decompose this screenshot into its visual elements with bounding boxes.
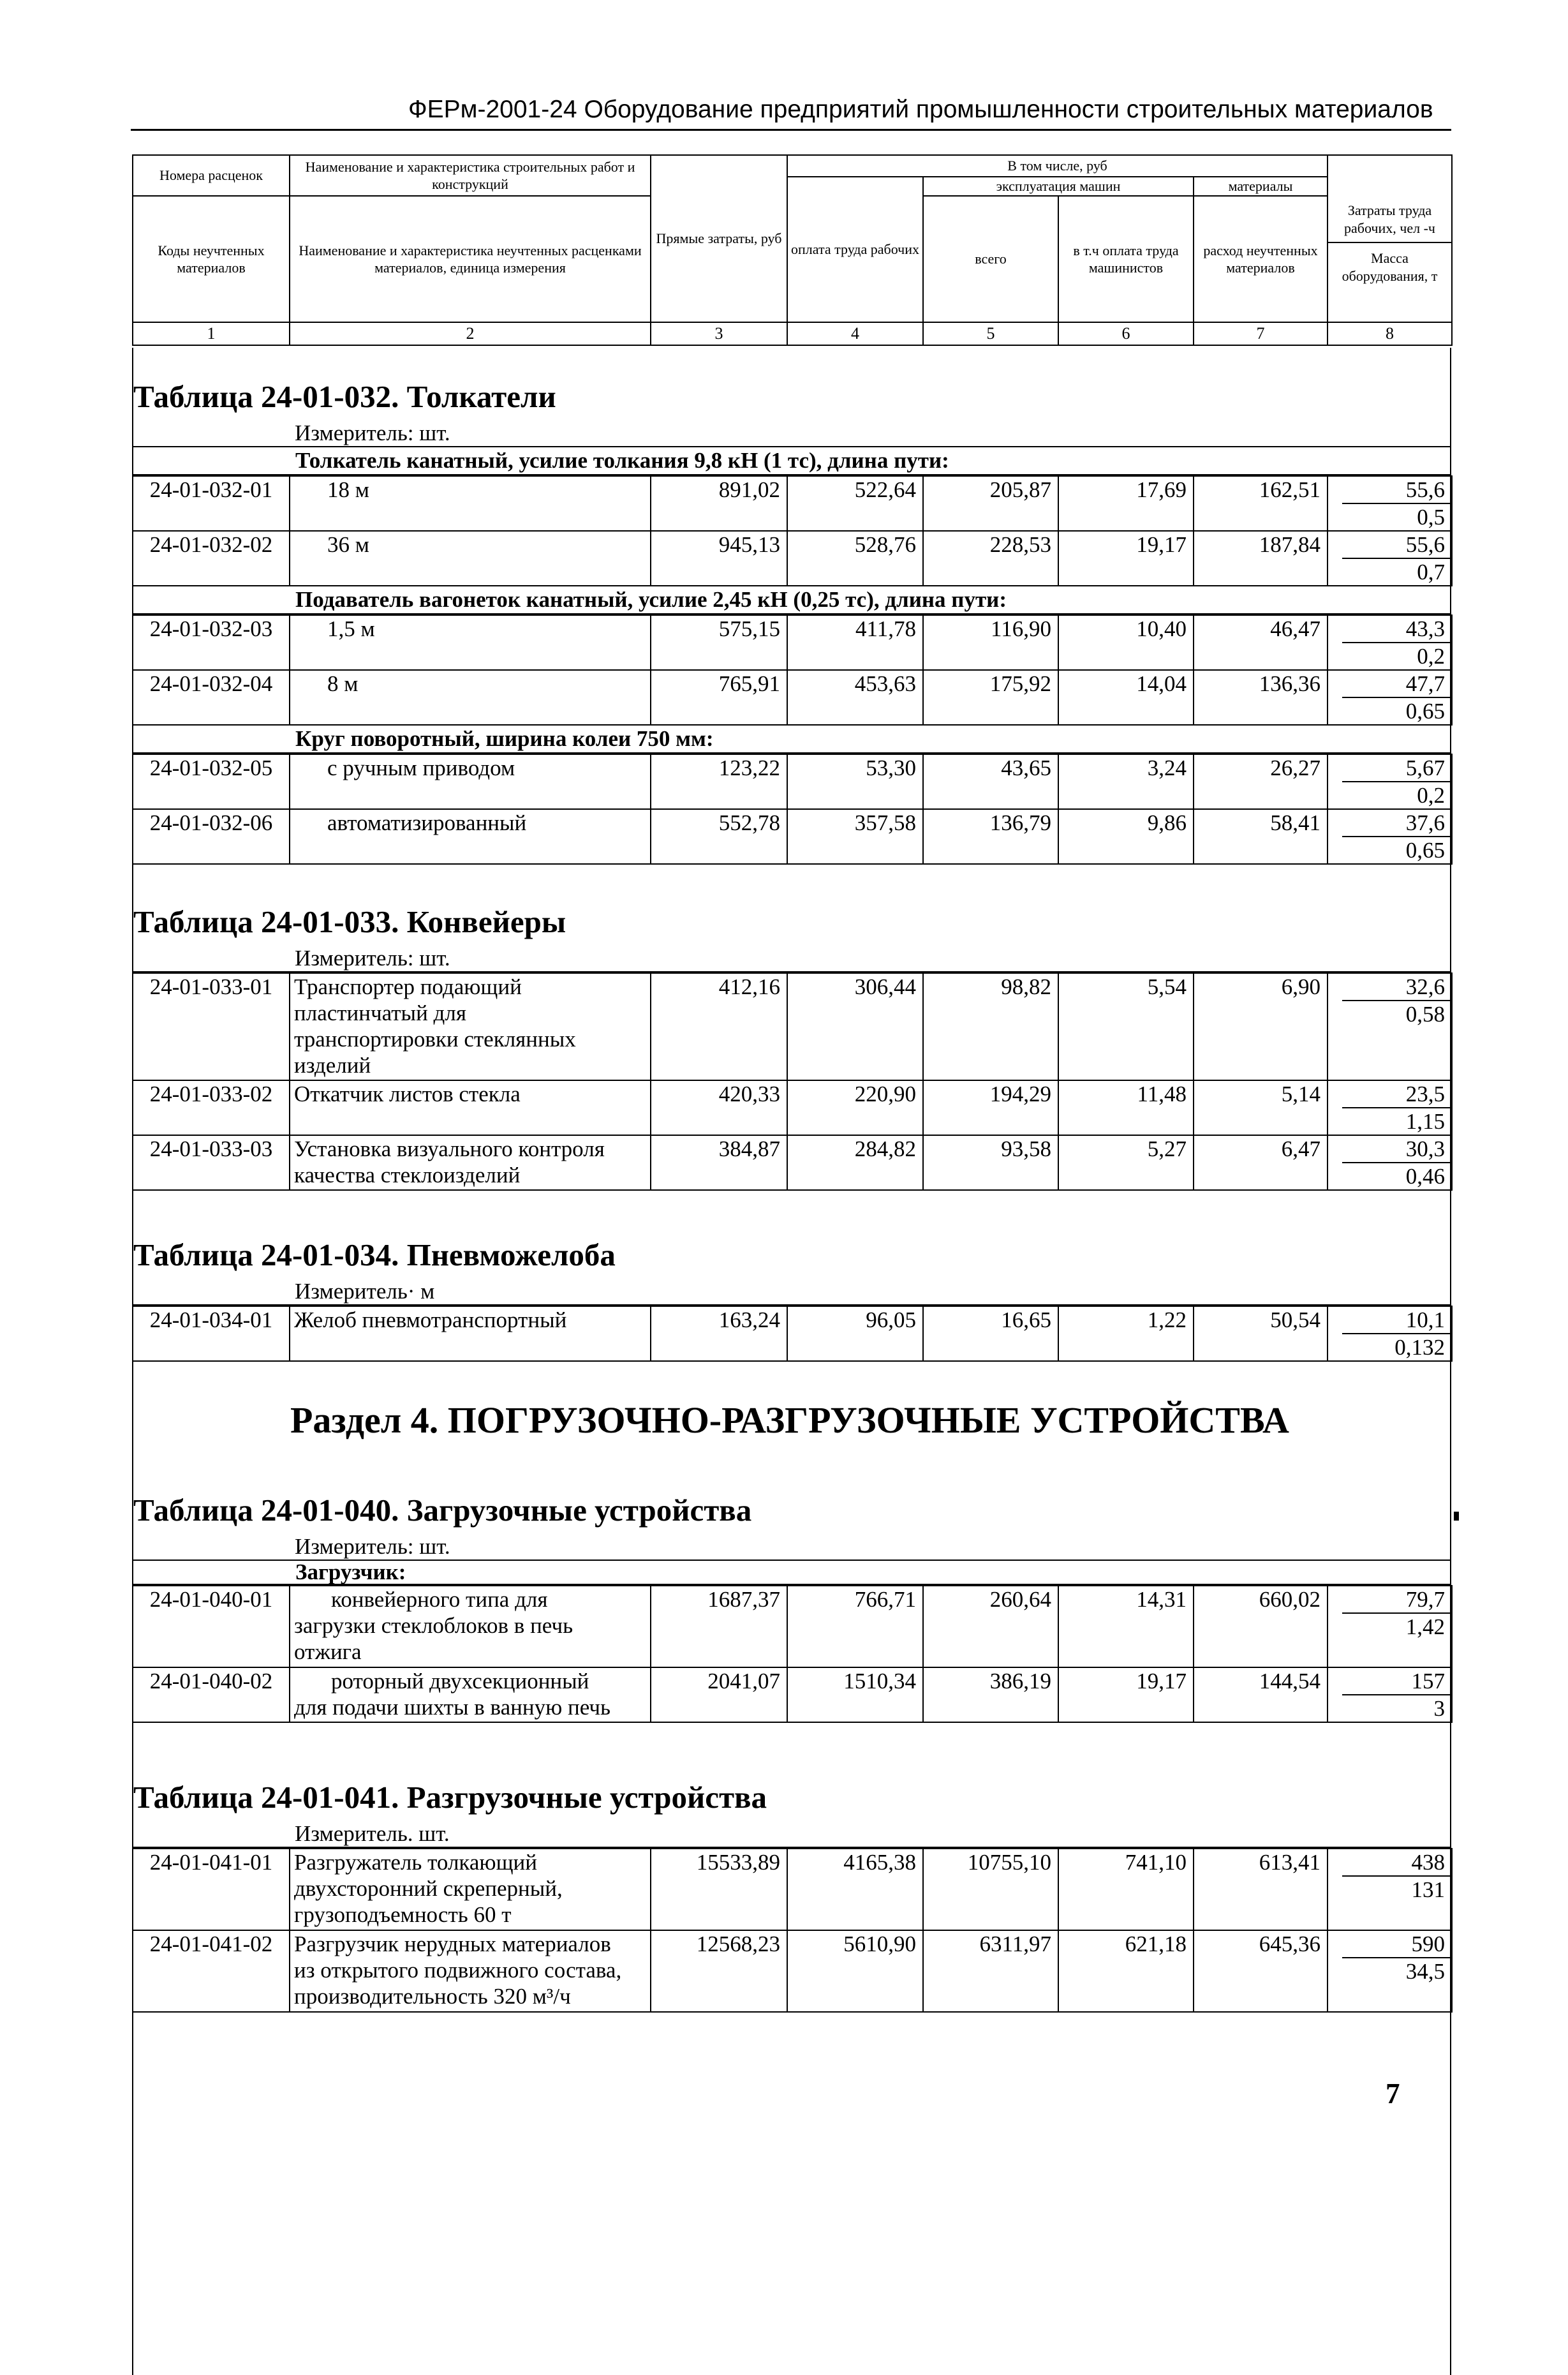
table-row: [133, 531, 1452, 586]
labor-hours: 47,7: [1342, 671, 1451, 698]
labor-mass-cell: [1328, 1586, 1452, 1667]
measure-unit: Измеритель: шт.: [132, 1534, 1451, 1561]
direct-costs: 123,22: [651, 754, 787, 809]
rate-name: [290, 1849, 651, 1930]
table-title: Таблица 24-01-033. Конвейеры: [133, 904, 566, 939]
equipment-mass: 1,15: [1405, 1109, 1445, 1134]
rate-name: 18 м: [290, 476, 651, 531]
worker-pay: 411,78: [787, 615, 923, 670]
labor-hours: 438: [1342, 1849, 1451, 1877]
labor-mass-cell: [1328, 1667, 1452, 1722]
worker-pay: 528,76: [787, 531, 923, 586]
rate-code: 24-01-034-01: [133, 1306, 290, 1361]
machines-total: 98,82: [923, 973, 1058, 1080]
group-heading: Загрузчик:: [132, 1561, 1451, 1585]
equipment-mass: 0,2: [1417, 783, 1445, 808]
equipment-mass: 34,5: [1405, 1959, 1445, 1984]
material-usage: 645,36: [1194, 1930, 1328, 2012]
rate-name-line: производительность 320 м³/ч: [294, 1984, 571, 2009]
measure-unit: Измеритель· м: [132, 1279, 1451, 1306]
worker-pay: 5610,90: [787, 1930, 923, 2012]
direct-costs: 552,78: [651, 809, 787, 864]
rate-name-line: Транспортер подающий: [294, 974, 522, 999]
colhead-materials: материалы: [1194, 177, 1328, 196]
rate-name: 1,5 м: [290, 615, 651, 670]
colnum-3: 3: [651, 322, 787, 345]
worker-pay: 1510,34: [787, 1667, 923, 1722]
rate-name-line: Откатчик листов стекла: [294, 1082, 521, 1106]
equipment-mass: 0,65: [1405, 699, 1445, 724]
labor-mass-cell: [1328, 476, 1452, 531]
column-header-table: [132, 154, 1453, 346]
rate-code: 24-01-040-02: [133, 1667, 290, 1722]
equipment-mass: 0,46: [1405, 1164, 1445, 1189]
rate-code: 24-01-032-03: [133, 615, 290, 670]
table-24-01-041: [132, 1774, 1451, 2013]
direct-costs: 575,15: [651, 615, 787, 670]
rate-name: 36 м: [290, 531, 651, 586]
table-title: Таблица 24-01-041. Разгрузочные устройства: [133, 1780, 767, 1815]
colnum-1: 1: [133, 322, 290, 345]
operator-pay: 741,10: [1058, 1849, 1194, 1930]
table-row: [133, 1667, 1452, 1722]
machines-total: 93,58: [923, 1135, 1058, 1190]
table-row: [133, 1080, 1452, 1135]
page-header: ФЕРм-2001-24 Оборудование предприятий промышленности строительных материалов: [408, 96, 1433, 123]
equipment-mass: 0,58: [1405, 1002, 1445, 1027]
direct-costs: 384,87: [651, 1135, 787, 1190]
page-number: 7: [1386, 2078, 1400, 2110]
labor-hours: 37,6: [1342, 810, 1451, 837]
material-usage: 6,90: [1194, 973, 1328, 1080]
operator-pay: 11,48: [1058, 1080, 1194, 1135]
machines-total: 136,79: [923, 809, 1058, 864]
operator-pay: 5,27: [1058, 1135, 1194, 1190]
group-heading: Толкатель канатный, усилие толкания 9,8 кН (1 тс), длина пути:: [132, 446, 1451, 475]
operator-pay: 14,04: [1058, 670, 1194, 725]
table-24-01-040: [132, 1487, 1451, 1723]
operator-pay: 621,18: [1058, 1930, 1194, 2012]
colhead-material-codes: Коды неучтенных материалов: [133, 196, 290, 322]
rate-name-line: роторный двухсекционный: [331, 1669, 589, 1694]
labor-hours: 157: [1342, 1668, 1451, 1695]
labor-mass-cell: [1328, 1135, 1452, 1190]
rate-name-line: грузоподъемность 60 т: [294, 1902, 512, 1927]
rate-name-line: качества стеклоизделий: [294, 1163, 521, 1188]
header-rule: [131, 129, 1451, 131]
rate-name: [290, 1135, 651, 1190]
worker-pay: 453,63: [787, 670, 923, 725]
table-row: [133, 809, 1452, 864]
rate-name-line: конвейерного типа для: [331, 1587, 548, 1612]
direct-costs: 420,33: [651, 1080, 787, 1135]
rate-name-line: Желоб пневмотранспортный: [294, 1307, 567, 1332]
rate-name: [290, 1080, 651, 1135]
machines-total: 175,92: [923, 670, 1058, 725]
machines-total: 16,65: [923, 1306, 1058, 1361]
table-row: [133, 476, 1452, 531]
material-usage: 58,41: [1194, 809, 1328, 864]
operator-pay: 17,69: [1058, 476, 1194, 531]
measure-unit: Измеритель. шт.: [132, 1821, 1451, 1848]
labor-mass-cell: [1328, 973, 1452, 1080]
operator-pay: 3,24: [1058, 754, 1194, 809]
colhead-rate-numbers: Номера расценок: [133, 155, 290, 196]
table-row: [133, 1930, 1452, 2012]
labor-hours: 32,6: [1342, 974, 1451, 1001]
rate-name: автоматизированный: [290, 809, 651, 864]
material-usage: 144,54: [1194, 1667, 1328, 1722]
rate-code: 24-01-033-01: [133, 973, 290, 1080]
rate-name: [290, 1306, 651, 1361]
material-usage: 6,47: [1194, 1135, 1328, 1190]
table-24-01-033: [132, 898, 1451, 1191]
worker-pay: 53,30: [787, 754, 923, 809]
labor-mass-cell: [1328, 1080, 1452, 1135]
direct-costs: 412,16: [651, 973, 787, 1080]
table-row: [133, 973, 1452, 1080]
labor-hours: 5,67: [1342, 755, 1451, 782]
rate-code: 24-01-032-04: [133, 670, 290, 725]
colhead-machines-total: всего: [923, 196, 1058, 322]
colnum-7: 7: [1194, 322, 1328, 345]
worker-pay: 766,71: [787, 1586, 923, 1667]
labor-mass-cell: [1328, 531, 1452, 586]
colnum-2: 2: [290, 322, 651, 345]
rate-name-line: пластинчатый для: [294, 1001, 466, 1025]
labor-mass-cell: [1328, 1306, 1452, 1361]
direct-costs: 765,91: [651, 670, 787, 725]
machines-total: 10755,10: [923, 1849, 1058, 1930]
labor-hours: 79,7: [1342, 1586, 1451, 1614]
material-usage: 187,84: [1194, 531, 1328, 586]
worker-pay: 96,05: [787, 1306, 923, 1361]
machines-total: 43,65: [923, 754, 1058, 809]
colnum-5: 5: [923, 322, 1058, 345]
material-usage: 136,36: [1194, 670, 1328, 725]
rates-table: [132, 1848, 1453, 2013]
rate-name-line: отжига: [294, 1639, 362, 1664]
worker-pay: 4165,38: [787, 1849, 923, 1930]
machines-total: 205,87: [923, 476, 1058, 531]
table-title: Таблица 24-01-032. Толкатели: [133, 379, 556, 414]
table-row: [133, 615, 1452, 670]
rate-code: 24-01-032-02: [133, 531, 290, 586]
worker-pay: 522,64: [787, 476, 923, 531]
rate-name-line: Разгружатель толкающий: [294, 1850, 537, 1875]
rate-code: 24-01-032-01: [133, 476, 290, 531]
labor-hours: 23,5: [1342, 1081, 1451, 1108]
table-row: [133, 1306, 1452, 1361]
operator-pay: 19,17: [1058, 531, 1194, 586]
labor-hours: 590: [1342, 1931, 1451, 1958]
labor-hours: 55,6: [1342, 532, 1451, 559]
material-usage: 5,14: [1194, 1080, 1328, 1135]
machines-total: 260,64: [923, 1586, 1058, 1667]
rates-table: [132, 1585, 1453, 1723]
operator-pay: 1,22: [1058, 1306, 1194, 1361]
rate-name-line: для подачи шихты в ванную печь: [294, 1695, 610, 1720]
equipment-mass: 0,132: [1394, 1335, 1445, 1360]
labor-mass-cell: [1328, 809, 1452, 864]
material-usage: 613,41: [1194, 1849, 1328, 1930]
machines-total: 6311,97: [923, 1930, 1058, 2012]
section-heading: Раздел 4. ПОГРУЗОЧНО-РАЗГРУЗОЧНЫЕ УСТРОЙСТВА: [290, 1399, 1289, 1441]
scan-mark: [1454, 1512, 1459, 1521]
rate-code: 24-01-041-01: [133, 1849, 290, 1930]
direct-costs: 163,24: [651, 1306, 787, 1361]
table-title: Таблица 24-01-034. Пневможелоба: [133, 1237, 616, 1272]
rate-code: 24-01-032-06: [133, 809, 290, 864]
equipment-mass: 0,7: [1417, 560, 1445, 584]
table-row: [133, 670, 1452, 725]
operator-pay: 9,86: [1058, 809, 1194, 864]
equipment-mass: 131: [1411, 1877, 1445, 1902]
rate-name: с ручным приводом: [290, 754, 651, 809]
table-row: [133, 754, 1452, 809]
rate-name-line: двухсторонний скреперный,: [294, 1876, 563, 1901]
labor-hours: 30,3: [1342, 1136, 1451, 1163]
operator-pay: 19,17: [1058, 1667, 1194, 1722]
rate-code: 24-01-041-02: [133, 1930, 290, 2012]
rate-code: 24-01-033-02: [133, 1080, 290, 1135]
rate-code: 24-01-032-05: [133, 754, 290, 809]
rates-table: [132, 475, 1453, 586]
colhead-machines: эксплуатация машин: [923, 177, 1194, 196]
colhead-direct-costs: Прямые затраты, руб: [651, 155, 787, 322]
group-heading: Подаватель вагонеток канатный, усилие 2,45 кН (0,25 тс), длина пути:: [132, 586, 1451, 614]
rate-name: [290, 973, 651, 1080]
colhead-labor-hours: Затраты труда рабочих, чел -ч: [1328, 186, 1451, 243]
colhead-work-name: Наименование и характеристика строительных работ и конструкций: [290, 155, 651, 196]
machines-total: 116,90: [923, 615, 1058, 670]
direct-costs: 1687,37: [651, 1586, 787, 1667]
labor-hours: 43,3: [1342, 616, 1451, 643]
colnum-8: 8: [1328, 322, 1452, 345]
table-24-01-034: [132, 1232, 1451, 1362]
equipment-mass: 1,42: [1405, 1614, 1445, 1639]
rate-name-line: Установка визуального контроля: [294, 1136, 605, 1161]
rate-name-line: Разгрузчик нерудных материалов: [294, 1932, 611, 1956]
rates-table: [132, 614, 1453, 726]
operator-pay: 14,31: [1058, 1586, 1194, 1667]
colhead-worker-pay: оплата труда рабочих: [787, 177, 923, 322]
worker-pay: 357,58: [787, 809, 923, 864]
table-row: [133, 1135, 1452, 1190]
operator-pay: 5,54: [1058, 973, 1194, 1080]
material-usage: 46,47: [1194, 615, 1328, 670]
rates-table: [132, 754, 1453, 865]
direct-costs: 15533,89: [651, 1849, 787, 1930]
labor-mass-cell: [1328, 1930, 1452, 2012]
machines-total: 228,53: [923, 531, 1058, 586]
worker-pay: 306,44: [787, 973, 923, 1080]
labor-mass-cell: [1328, 615, 1452, 670]
machines-total: 386,19: [923, 1667, 1058, 1722]
direct-costs: 2041,07: [651, 1667, 787, 1722]
equipment-mass: 0,65: [1405, 838, 1445, 863]
measure-unit: Измеритель: шт.: [132, 946, 1451, 972]
rate-name-line: загрузки стеклоблоков в печь: [294, 1613, 573, 1638]
equipment-mass: 0,2: [1417, 644, 1445, 669]
colhead-operator-pay: в т.ч оплата труда машинистов: [1058, 196, 1194, 322]
rate-name: 8 м: [290, 670, 651, 725]
rate-code: 24-01-040-01: [133, 1586, 290, 1667]
rate-name: [290, 1586, 651, 1667]
colhead-including: В том числе, руб: [787, 155, 1328, 177]
rates-table: [132, 972, 1453, 1191]
operator-pay: 10,40: [1058, 615, 1194, 670]
rates-table: [132, 1306, 1453, 1362]
rate-name-line: из открытого подвижного состава,: [294, 1958, 622, 1983]
labor-hours: 10,1: [1342, 1307, 1451, 1334]
equipment-mass: 3: [1433, 1696, 1445, 1721]
colhead-equipment-mass: Масса оборудования, т: [1342, 250, 1438, 284]
table-row: [133, 1849, 1452, 1930]
table-title: Таблица 24-01-040. Загрузочные устройства: [133, 1493, 752, 1528]
colhead-material-usage: расход неучтенных материалов: [1194, 196, 1328, 322]
rate-name-line: изделий: [294, 1053, 371, 1078]
rate-code: 24-01-033-03: [133, 1135, 290, 1190]
table-row: [133, 1586, 1452, 1667]
labor-mass-cell: [1328, 754, 1452, 809]
colnum-4: 4: [787, 322, 923, 345]
labor-mass-cell: [1328, 670, 1452, 725]
group-heading: Круг поворотный, ширина колеи 750 мм:: [132, 726, 1451, 754]
direct-costs: 12568,23: [651, 1930, 787, 2012]
equipment-mass: 0,5: [1417, 505, 1445, 530]
worker-pay: 284,82: [787, 1135, 923, 1190]
rate-name-line: транспортировки стеклянных: [294, 1027, 576, 1052]
direct-costs: 891,02: [651, 476, 787, 531]
machines-total: 194,29: [923, 1080, 1058, 1135]
worker-pay: 220,90: [787, 1080, 923, 1135]
colhead-material-names: Наименование и характеристика неучтенных расценками материалов, единица измерения: [290, 196, 651, 322]
labor-mass-cell: [1328, 1849, 1452, 1930]
colhead-labor-mass: [1328, 155, 1452, 322]
material-usage: 50,54: [1194, 1306, 1328, 1361]
measure-unit: Измеритель: шт.: [295, 421, 450, 445]
direct-costs: 945,13: [651, 531, 787, 586]
rate-name: [290, 1930, 651, 2012]
colnum-6: 6: [1058, 322, 1194, 345]
labor-hours: 55,6: [1342, 477, 1451, 504]
rate-name: [290, 1667, 651, 1722]
table-24-01-032: [132, 373, 1451, 865]
material-usage: 26,27: [1194, 754, 1328, 809]
material-usage: 162,51: [1194, 476, 1328, 531]
material-usage: 660,02: [1194, 1586, 1328, 1667]
